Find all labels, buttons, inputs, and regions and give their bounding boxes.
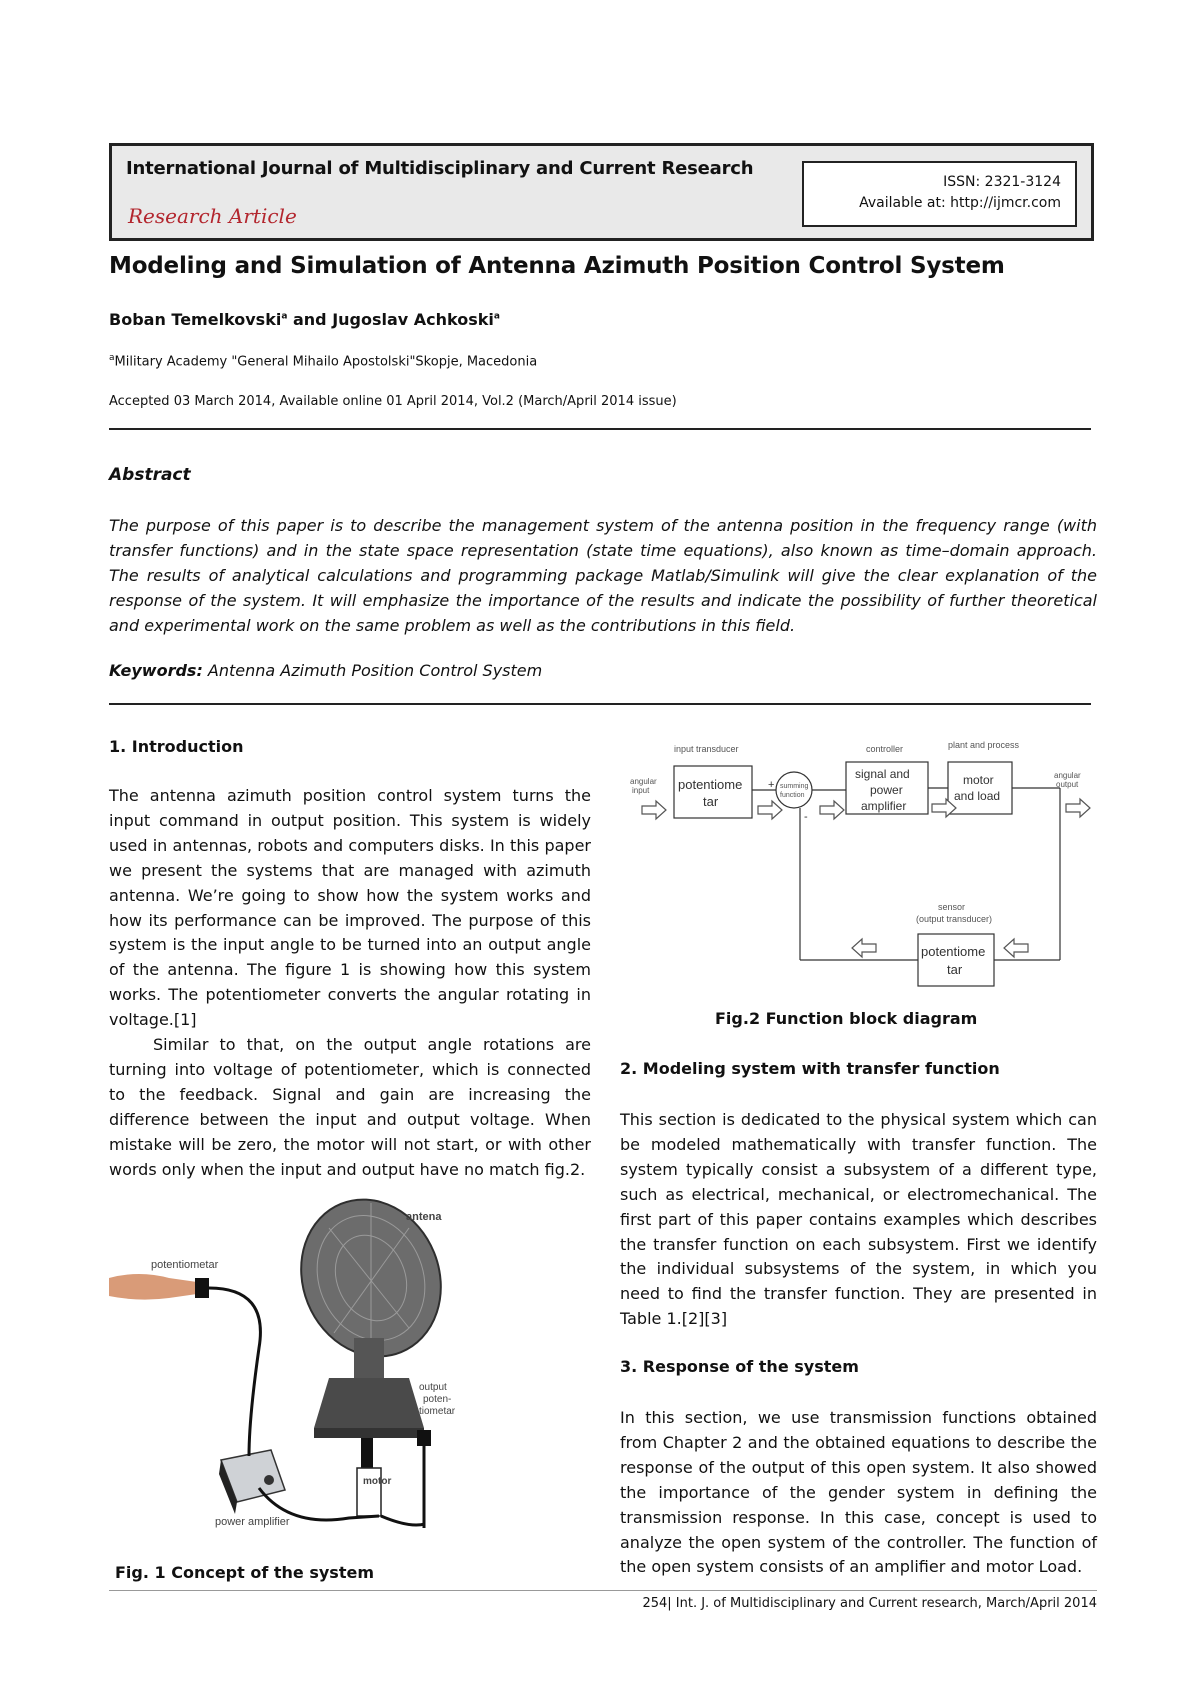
label-angular-input-1: angular [630,777,657,786]
fig1-label-output-3: tiometar [419,1406,456,1417]
author-1: Boban Temelkovski [109,310,282,329]
article-type: Research Article [128,204,297,228]
section-2-para: This section is dedicated to the physical system which can be modeled mathematically with transfer function. The system typically consist a subsystem of a different type, such as electrical, mechanical, or electromechanical. The first part of this paper contains examples which describes the transfer function on each subsystem. First we identify the individual subsystems of the system, in which you need to find the transfer function. They are presented in Table 1.[2][3] [620,1110,1097,1329]
header-rule [109,428,1091,430]
label-plant: plant and process [948,740,1020,750]
output-potentiometer-block [417,1430,431,1446]
label-motor-1: motor [963,773,994,787]
block-motor-load [948,762,1012,814]
label-summing-1: summing [780,783,809,790]
label-amp-2: power [870,783,903,797]
page-footer: 254| Int. J. of Multidisciplinary and Current research, March/April 2014 [642,1596,1097,1611]
label-summing-2: function [780,792,805,799]
issn-box [802,161,1077,227]
keywords-text: Antenna Azimuth Position Control System [202,661,543,680]
affiliation [109,353,537,369]
abstract-text: The purpose of this paper is to describe the management system of the antenna position in the frequency range (with transfer functions) and in the state space representation (state time equations), also known as time–domain approach. The results of analytical calculations and programming package Matlab/Simulink will give the clear explanation of the response of the system. It will emphasize the importance of the results and indicate the possibility of further theoretical and experimental work on the same problem as well as the contributions in this field. [109,516,1097,635]
journal-header [109,143,1094,241]
author-2-sup: a [493,311,500,322]
section-1-heading: 1. Introduction [109,737,244,756]
fig1-caption: Fig. 1 Concept of the system [115,1563,374,1582]
fig2-caption: Fig.2 Function block diagram [715,1009,978,1028]
hand-input-potentiometer [109,1274,209,1300]
journal-name: International Journal of Multidisciplinary and Current Research [126,158,754,179]
authors [109,310,500,329]
fig2-block-diagram [626,738,1096,998]
label-pot-1: potentiome [678,777,743,792]
label-controller: controller [866,744,904,754]
block-input-potentiometer [674,766,752,818]
paper-title: Modeling and Simulation of Antenna Azimuth Position Control System [109,253,1005,279]
fig1-label-antena: antena [406,1211,442,1223]
abstract-heading: Abstract [109,465,191,485]
affiliation-text: Military Academy "General Mihailo Apostolski"Skopje, Macedonia [114,354,538,370]
accepted-line: Accepted 03 March 2014, Available online 01 April 2014, Vol.2 (March/April 2014 issue) [109,394,677,409]
keywords [109,661,542,680]
author-sep: and [287,310,333,329]
fig1-label-motor: motor [363,1476,392,1487]
fig1-label-potentiometar: potentiometar [151,1259,219,1271]
issn: ISSN: 2321-3124 [943,174,1061,190]
label-motor-2: and load [954,789,1001,803]
affiliation-sup: a [109,353,115,363]
label-plus: + [768,779,775,791]
label-angular-output-1: angular [1054,771,1081,780]
footer-rule [109,1590,1097,1591]
label-minus: - [804,811,808,823]
available-at: Available at: http://ijmcr.com [859,195,1061,211]
fig1-label-output-1: output [419,1382,447,1393]
label-pot-2: tar [703,794,719,809]
author-1-sup: a [281,311,288,322]
keywords-label: Keywords: [109,661,203,680]
author-2: Jugoslav Achkoski [332,310,494,329]
label-input-transducer: input transducer [674,744,739,754]
label-fb-pot-2: tar [947,962,963,977]
label-sensor-2: (output transducer) [916,914,993,924]
section-3-para: In this section, we use transmission functions obtained from Chapter 2 and the obtained equations to describe the response of the output of this open system. It also showed the importance of the gender system in defining the transmission response. In this case, concept is used to analyze the open system of the controller. The function of the open system consists of an amplifier and motor Load. [620,1408,1097,1577]
section-1-para-1: The antenna azimuth position control system turns the input command in output position. This system is widely used in antennas, robots and computers disks. In this paper we present the systems that are managed with azimuth antenna. We’re going to show how the system works and how its performance can be improved. The purpose of this system is the input angle to be turned into an output angle of the antenna. The figure 1 is showing how this system works. The potentiometer converts the angular rotating in voltage.[1] [109,786,591,1030]
label-sensor-1: sensor [938,902,966,912]
section-3-heading: 3. Response of the system [620,1357,859,1376]
section-1-para-2: Similar to that, on the output angle rotations are turning into voltage of potentiometer, which is connected to the feedback. Signal and gain are increasing the difference between the input and output voltage. When mistake will be zero, the motor will not start, or with other words only when the input and output have no match fig.2. [109,1035,591,1179]
summing-junction [776,772,812,808]
label-angular-input-2: input [632,786,650,795]
fig1-label-output-2: poten- [423,1394,452,1405]
antenna-pedestal [314,1338,424,1468]
label-angular-output-2: output [1056,780,1079,789]
label-fb-pot-1: potentiome [921,944,986,959]
label-amp-3: amplifier [861,799,907,813]
section-2-heading: 2. Modeling system with transfer function [620,1059,1000,1078]
block-feedback-potentiometer [918,934,994,986]
fig1-label-power-amplifier: power amplifier [215,1516,290,1528]
fig1-illustration [109,1198,489,1543]
label-amp-1: signal and [855,767,910,781]
abstract-rule [109,703,1091,705]
